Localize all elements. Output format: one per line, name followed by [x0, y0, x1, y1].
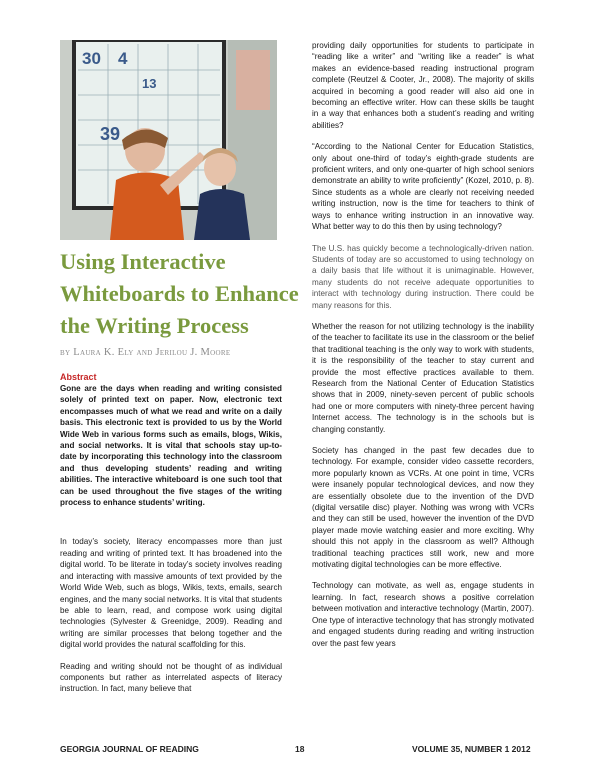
right-column [312, 40, 534, 649]
body-paragraph: Whether the reason for not utilizing technology is the inability of the teacher to facilitate its use in the classroom or the belief that traditional teaching is the only way to work with students, it is the responsibility of the teacher to stay current and provide the most effective practices available to them. Research from the National Center of Education Statistics shows that in 2009, ninety-seven percent of public schools had one or more computers with ninety-three percent having Internet access. The technology is in the schools but is changing constantly. [312, 321, 534, 434]
left-column [60, 383, 282, 695]
title-line: Using Interactive [60, 249, 226, 274]
board-number: 13 [142, 76, 157, 91]
board-number: 39 [100, 124, 121, 144]
body-paragraph: providing daily opportunities for students to participate in “reading like a writer” and “writing like a reader” is what makes an evidence-based reading instructional program complete (Reutzel & Cooter, Jr., 2008). The majority of skills acquired in becoming a good reader will also aid one in becoming an effective writer. How can these skills be taught in a way that enhances both a student’s reading and writing abilities? [312, 41, 534, 130]
byline: by Laura K. Ely and Jerilou J. Moore [60, 347, 231, 358]
body-paragraph: Reading and writing should not be thought of as individual components but rather as interrelated aspects of literacy instruction. In fact, many believe that [60, 661, 282, 694]
footer-journal: GEORGIA JOURNAL OF READING [60, 744, 199, 754]
title-line: Whiteboards to Enhance [60, 281, 299, 306]
abstract-heading: Abstract [60, 372, 97, 382]
body-paragraph: Technology can motivate, as well as, engage students in learning. In fact, research shows a positive correlation between motivation and interactive technology (Martin, 2007). One type of interactive technology that has strongly motivated and engaged students during reading and writing instruction over the past few years [312, 581, 534, 648]
title-line: the Writing Process [60, 313, 249, 338]
body-paragraph: In today’s society, literacy encompasses more than just reading and writing of printed text. It has broadened into the digital world. To be literate in today’s society involves reading and interacting with massive amounts of text provided by the World Wide Web, such as blogs, Wikis, texts, emails, search engines, and the many social networks. It is vital that students be able to learn, read, and compose work using digital technologies (Sylvester & Greenidge, 2009). Reading and writing are similar processes that belong together and the digital world provides the natural scaffolding for this. [60, 537, 282, 650]
article-title [60, 246, 299, 342]
body-paragraph: Society has changed in the past few decades due to technology. For example, consider video cassette recorders, more popularly known as VCRs. At one point in time, VCRs were insanely popular technological devices, and now they are essentially obsolete due to the invention of the DVD (digital versatile disc) player. Nothing was wrong with VCRs and they can still be used, however the invention of the DVD player made movie watching easier and more exciting. Why should this not apply in the classroom as well? Although traditional teaching practices still work, new and more motivating digital technologies can be more effective. [312, 446, 534, 570]
photo-illustration [60, 40, 277, 240]
body-paragraph: The U.S. has quickly become a technologically-driven nation. Students of today are so accustomed to using technology on a daily basis that life without it is unimaginable. However, many students do not receive adequate opportunities to interact with technology during instruction. There could be many reasons for this. [312, 243, 534, 310]
board-number: 30 [82, 49, 101, 68]
abstract-text: Gone are the days when reading and writing consisted solely of printed text on paper. Now, electronic text encompasses much of what we read and write on a daily basis. This electronic text is provided to us by the World Wide Web in various forms such as emails, blogs, Wikis, and social networks. It is vital that schools stay up-to-date by incorporating this technology into the classroom and thus developing students’ reading and writing abilities. The interactive whiteboard is one such tool that can be used throughout the five stages of the writing process to enhance students’ writing. [60, 384, 282, 508]
footer-volume: VOLUME 35, NUMBER 1 2012 [412, 744, 531, 754]
footer-page-number: 18 [295, 744, 305, 754]
body-paragraph: “According to the National Center for Education Statistics, only about one-third of today’s eighth-grade students are proficient writers, and only one-quarter of high school seniors demonstrate an ability to write proficiently” (Kozel, 2010, p. 8). Since students as a whole are clearly not receiving needed writing instruction, now is the time for teachers to think of ways to enhance writing instruction in an innovative way. What better way to do this then by using technology? [312, 142, 534, 232]
board-number: 4 [118, 49, 128, 68]
cover-photo [60, 40, 277, 240]
